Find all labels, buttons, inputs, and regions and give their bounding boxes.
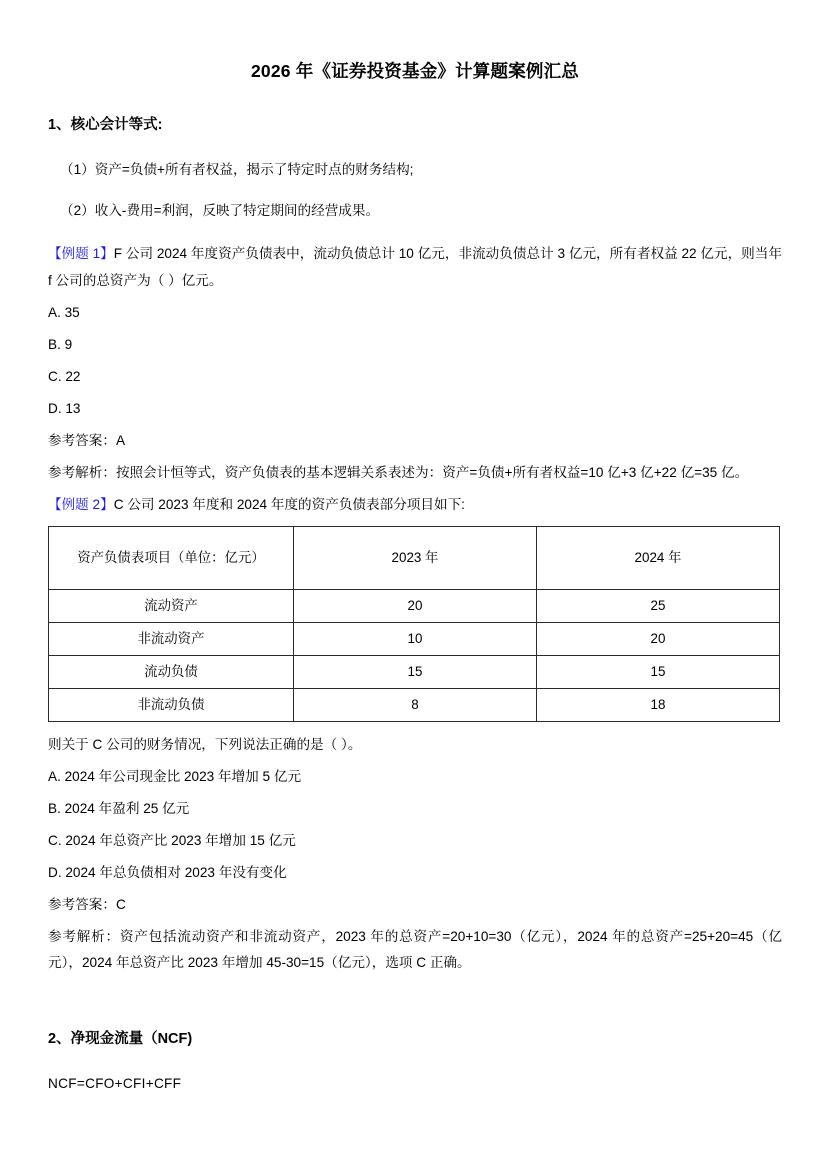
example-1-answer: 参考答案：A xyxy=(48,432,126,448)
table-cell-2024: 25 xyxy=(537,589,780,622)
example-1-choice-c: C. 22 xyxy=(48,368,81,384)
section-heading-net-cash-flow: 2、净现金流量（NCF) xyxy=(48,1030,193,1047)
equation-item-1: （1）资产=负债+所有者权益，揭示了特定时点的财务结构; xyxy=(60,162,414,178)
section-heading-core-accounting-equation: 1、核心会计等式: xyxy=(48,117,163,134)
table-header-row xyxy=(49,526,780,589)
table-cell-2024: 18 xyxy=(537,688,780,721)
example-2-stem xyxy=(48,486,782,516)
example-2-choice-c: C. 2024 年总资产比 2023 年增加 15 亿元 xyxy=(48,833,296,849)
table-cell-item: 非流动负债 xyxy=(49,688,294,721)
table-cell-2023: 20 xyxy=(294,589,537,622)
example-2-analysis: 参考解析：资产包括流动资产和非流动资产，2023 年的总资产=20+10=30（亿元），2024 年的总资产=25+20=45（亿元），2024 年总资产比 2023 年增加 45-30=15（亿元），选项 C 正确。 xyxy=(48,929,782,970)
example-2-lead-question: 则关于 C 公司的财务情况，下列说法正确的是（ ）。 xyxy=(48,737,362,753)
document-content xyxy=(48,0,782,1095)
table-cell-item: 非流动资产 xyxy=(49,622,294,655)
table-header-item: 资产负债表项目（单位：亿元） xyxy=(49,526,294,589)
example-1-stem xyxy=(48,222,782,293)
example-2-choice-d: D. 2024 年总负债相对 2023 年没有变化 xyxy=(48,865,287,881)
table-cell-2024: 15 xyxy=(537,655,780,688)
table-row xyxy=(49,688,780,721)
example-2-tag: 【例题 2】 xyxy=(48,496,114,512)
table-row xyxy=(49,622,780,655)
example-1-stem-text: F 公司 2024 年度资产负债表中，流动负债总计 10 亿元，非流动负债总计 3 亿元，所有者权益 22 亿元，则当年 f 公司的总资产为（ ）亿元。 xyxy=(48,246,782,288)
example-1-choice-b: B. 9 xyxy=(48,336,73,352)
table-row xyxy=(49,655,780,688)
example-2-answer: 参考答案：C xyxy=(48,897,126,913)
table-header-2024: 2024 年 xyxy=(537,526,780,589)
example-2-stem-text: C 公司 2023 年度和 2024 年度的资产负债表部分项目如下: xyxy=(113,496,465,512)
example-1-choice-d: D. 13 xyxy=(48,400,81,416)
example-1-tag: 【例题 1】 xyxy=(48,246,114,262)
example-1-analysis: 参考解析：按照会计恒等式，资产负债表的基本逻辑关系表述为：资产=负债+所有者权益=10 亿+3 亿+22 亿=35 亿。 xyxy=(48,464,749,480)
table-cell-2023: 8 xyxy=(294,688,537,721)
example-1-choice-a: A. 35 xyxy=(48,304,80,320)
ncf-formula: NCF=CFO+CFI+CFF xyxy=(48,1075,182,1091)
table-header-2023: 2023 年 xyxy=(294,526,537,589)
page-title: 2026 年《证券投资基金》计算题案例汇总 xyxy=(251,61,579,81)
table-cell-2024: 20 xyxy=(537,622,780,655)
equation-item-2: （2）收入-费用=利润，反映了特定期间的经营成果。 xyxy=(60,203,380,219)
example-2-choice-b: B. 2024 年盈利 25 亿元 xyxy=(48,801,190,817)
table-cell-item: 流动资产 xyxy=(49,589,294,622)
example-2-choice-a: A. 2024 年公司现金比 2023 年增加 5 亿元 xyxy=(48,769,302,785)
table-cell-2023: 15 xyxy=(294,655,537,688)
balance-sheet-table xyxy=(48,526,780,722)
balance-sheet-table-wrapper xyxy=(48,516,782,722)
table-row xyxy=(49,589,780,622)
table-cell-2023: 10 xyxy=(294,622,537,655)
table-cell-item: 流动负债 xyxy=(49,655,294,688)
